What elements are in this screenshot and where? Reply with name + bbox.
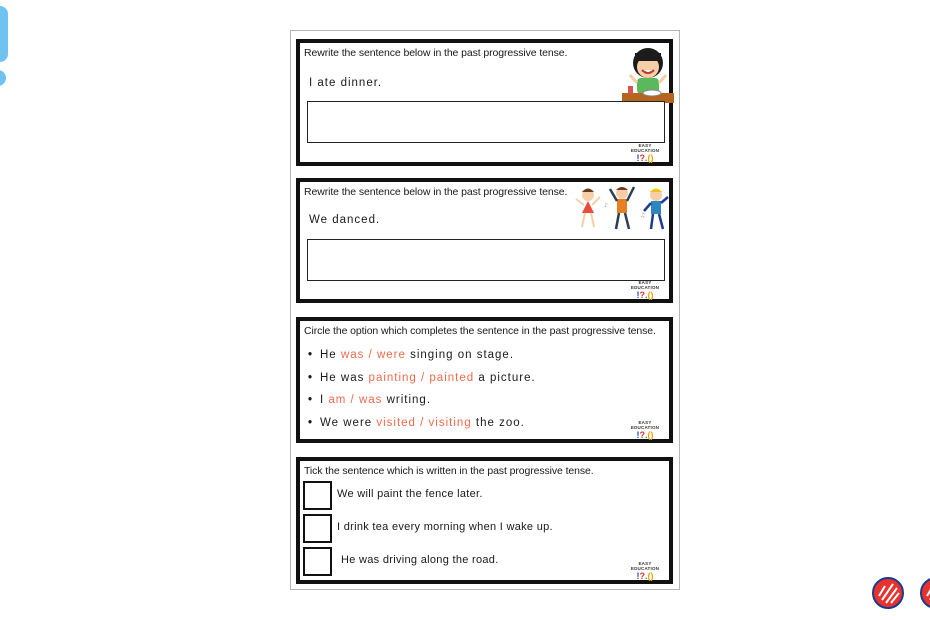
tick-option-row xyxy=(303,514,663,546)
easy-education-logo: EASY EDUCATION !?.() xyxy=(630,561,660,581)
easy-education-logo: EASY EDUCATION !?.() xyxy=(630,143,660,163)
list-item: • He was painting / painted a picture. xyxy=(308,371,536,384)
option-choice[interactable]: was / were xyxy=(340,349,406,361)
girl-eating-dinner-illustration xyxy=(620,43,676,105)
task-card-2 xyxy=(296,178,673,303)
easy-education-logo: EASY EDUCATION !?.() xyxy=(630,280,660,300)
tick-option-label: He was driving along the road. xyxy=(341,554,499,566)
option-choice[interactable]: visited / visiting xyxy=(376,416,472,429)
card-instruction: Rewrite the sentence below in the past progressive tense. xyxy=(304,186,568,198)
task-card-3 xyxy=(296,317,673,443)
tick-checkbox[interactable] xyxy=(303,481,332,510)
card-instruction: Tick the sentence which is written in the past progressive tense. xyxy=(304,465,594,477)
tick-option-row xyxy=(303,481,663,513)
answer-box[interactable] xyxy=(307,101,665,143)
tick-option-label: I drink tea every morning when I wake up. xyxy=(337,521,553,533)
tick-checkbox[interactable] xyxy=(303,514,332,543)
svg-text:♪: ♪ xyxy=(604,202,608,209)
option-list xyxy=(308,347,536,437)
tick-option-row xyxy=(303,547,663,579)
card-instruction: Rewrite the sentence below in the past progressive tense. xyxy=(304,47,568,59)
card-instruction: Circle the option which completes the sentence in the past progressive tense. xyxy=(304,325,656,337)
scribble-circle-icon xyxy=(871,576,905,610)
easy-education-logo: EASY EDUCATION !?.() xyxy=(630,420,660,440)
answer-box[interactable] xyxy=(307,239,665,281)
option-choice[interactable]: painting / painted xyxy=(368,371,475,384)
exclamation-decoration-icon xyxy=(0,6,10,86)
task-card-4 xyxy=(296,457,673,584)
list-item: • I am / was writing. xyxy=(308,394,432,406)
worksheet-page xyxy=(290,30,680,590)
option-choice[interactable]: am / was xyxy=(328,394,383,406)
tick-option-label: We will paint the fence later. xyxy=(337,488,483,500)
card-sentence: I ate dinner. xyxy=(309,77,383,89)
task-card-1 xyxy=(296,39,673,166)
list-item: • We were visited / visiting the zoo. xyxy=(308,416,525,429)
scribble-circle-icon-partial xyxy=(919,576,930,610)
card-sentence: We danced. xyxy=(309,214,381,226)
children-dancing-illustration xyxy=(574,183,672,235)
tick-checkbox[interactable] xyxy=(303,547,332,576)
svg-text:♫: ♫ xyxy=(640,212,646,219)
list-item: • He was / were singing on stage. xyxy=(308,349,515,361)
